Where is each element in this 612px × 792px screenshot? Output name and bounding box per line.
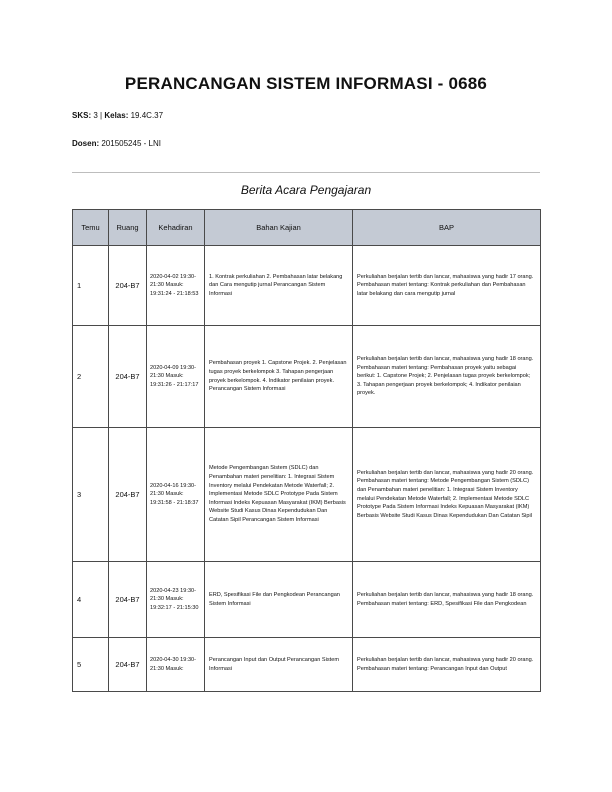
header-bap: BAP xyxy=(353,210,541,246)
cell-kehadiran: 2020-04-02 19:30-21:30 Masuk: 19:31:24 - 21:18:53 xyxy=(147,246,205,326)
kelas-label: Kelas: xyxy=(104,111,129,120)
sks-value: 3 xyxy=(93,111,98,120)
cell-kehadiran: 2020-04-23 19:30-21:30 Masuk: 19:32:17 - 21:15:30 xyxy=(147,562,205,638)
table-row xyxy=(73,562,541,638)
table-row xyxy=(73,246,541,326)
cell-temu: 3 xyxy=(73,428,109,562)
header-kehadiran: Kehadiran xyxy=(147,210,205,246)
cell-ruang: 204-B7 xyxy=(109,638,147,692)
course-info xyxy=(72,111,163,120)
header-temu: Temu xyxy=(73,210,109,246)
document-title: PERANCANGAN SISTEM INFORMASI - 0686 xyxy=(124,74,488,93)
section-title: Berita Acara Pengajaran xyxy=(240,183,372,197)
dosen-label: Dosen: xyxy=(72,139,100,148)
table-header-row xyxy=(73,210,541,246)
cell-temu: 5 xyxy=(73,638,109,692)
header-bahan-kajian: Bahan Kajian xyxy=(205,210,353,246)
cell-bahan-kajian: ERD, Spesifikasi File dan Pengkodean Perancangan Sistem Informasi xyxy=(205,562,353,638)
dosen-value: 201505245 - LNI xyxy=(101,139,161,148)
cell-ruang: 204-B7 xyxy=(109,326,147,428)
table-row xyxy=(73,638,541,692)
teaching-log-table xyxy=(72,209,541,692)
sks-label: SKS: xyxy=(72,111,92,120)
cell-bap: Perkuliahan berjalan tertib dan lancar, mahasiswa yang hadir 20 orang. Pembahasan materi tentang: Metode Pengembangan Sistem (SDLC) dan Penambahan materi penelitian: 1. Integrasi Sistem Inventory melalui Pendekatan Metode Waterfall; 2. Implementasi Metode SDLC Prototype Pada Sistem Informasi Indeks Kepuasan Masyarakat (IKM) Berbasis Website Studi Kasus Dinas Kependudukan Dan Catatan Sipil xyxy=(353,428,541,562)
cell-kehadiran: 2020-04-09 19:30-21:30 Masuk: 19:31:26 - 21:17:17 xyxy=(147,326,205,428)
cell-bahan-kajian: Perancangan Input dan Output Perancangan Sistem Informasi xyxy=(205,638,353,692)
table-row xyxy=(73,428,541,562)
cell-kehadiran: 2020-04-16 19:30-21:30 Masuk: 19:31:58 - 21:18:37 xyxy=(147,428,205,562)
cell-temu: 1 xyxy=(73,246,109,326)
kelas-value: 19.4C.37 xyxy=(130,111,164,120)
header-ruang: Ruang xyxy=(109,210,147,246)
cell-bap: Perkuliahan berjalan tertib dan lancar, mahasiswa yang hadir 18 orang. Pembahasan materi tentang: ERD, Spesifikasi File dan Pengkodean xyxy=(353,562,541,638)
lecturer-info xyxy=(72,139,161,148)
cell-temu: 4 xyxy=(73,562,109,638)
cell-bahan-kajian: Metode Pengembangan Sistem (SDLC) dan Penambahan materi penelitian: 1. Integrasi Sistem Inventory melalui Pendekatan Metode Waterfall; 2. Implementasi Metode SDLC Prototype Pada Sistem Informasi Indeks Kepuasan Masyarakat (IKM) Berbasis Website Studi Kasus Dinas Kependudukan Dan Catatan Sipil Perancangan Sistem Informasi xyxy=(205,428,353,562)
cell-temu: 2 xyxy=(73,326,109,428)
separator: | xyxy=(100,111,103,120)
cell-ruang: 204-B7 xyxy=(109,246,147,326)
cell-bahan-kajian: 1. Kontrak perkuliahan 2. Pembahasan latar belakang dan Cara mengutip jurnal Perancangan Sistem Informasi xyxy=(205,246,353,326)
cell-bap: Perkuliahan berjalan tertib dan lancar, mahasiswa yang hadir 17 orang. Pembahasan materi tentang: Kontrak perkuliahan dan Pembahasan latar belakang dan cara mengutip jurnal xyxy=(353,246,541,326)
cell-ruang: 204-B7 xyxy=(109,562,147,638)
divider xyxy=(72,172,540,173)
cell-bahan-kajian: Pembahasan proyek 1. Capstone Projek. 2. Penjelasan tugas proyek berkelompok 3. Tahapan pengerjaan proyek berkelompok. 4. Indikator penilaian proyek. Perancangan Sistem Informasi xyxy=(205,326,353,428)
table-row xyxy=(73,326,541,428)
cell-ruang: 204-B7 xyxy=(109,428,147,562)
cell-kehadiran: 2020-04-30 19:30-21:30 Masuk: xyxy=(147,638,205,692)
cell-bap: Perkuliahan berjalan tertib dan lancar, mahasiswa yang hadir 18 orang. Pembahasan materi tentang: Pembahasan proyek yaitu sebagai berikut: 1. Capstone Projek; 2. Penjelasan tugas proyek berkelompok; 3. Tahapan pengerjaan proyek berkelompok; 4. Indikator penilaian proyek. xyxy=(353,326,541,428)
cell-bap: Perkuliahan berjalan tertib dan lancar, mahasiswa yang hadir 20 orang. Pembahasan materi tentang: Perancangan Input dan Output xyxy=(353,638,541,692)
